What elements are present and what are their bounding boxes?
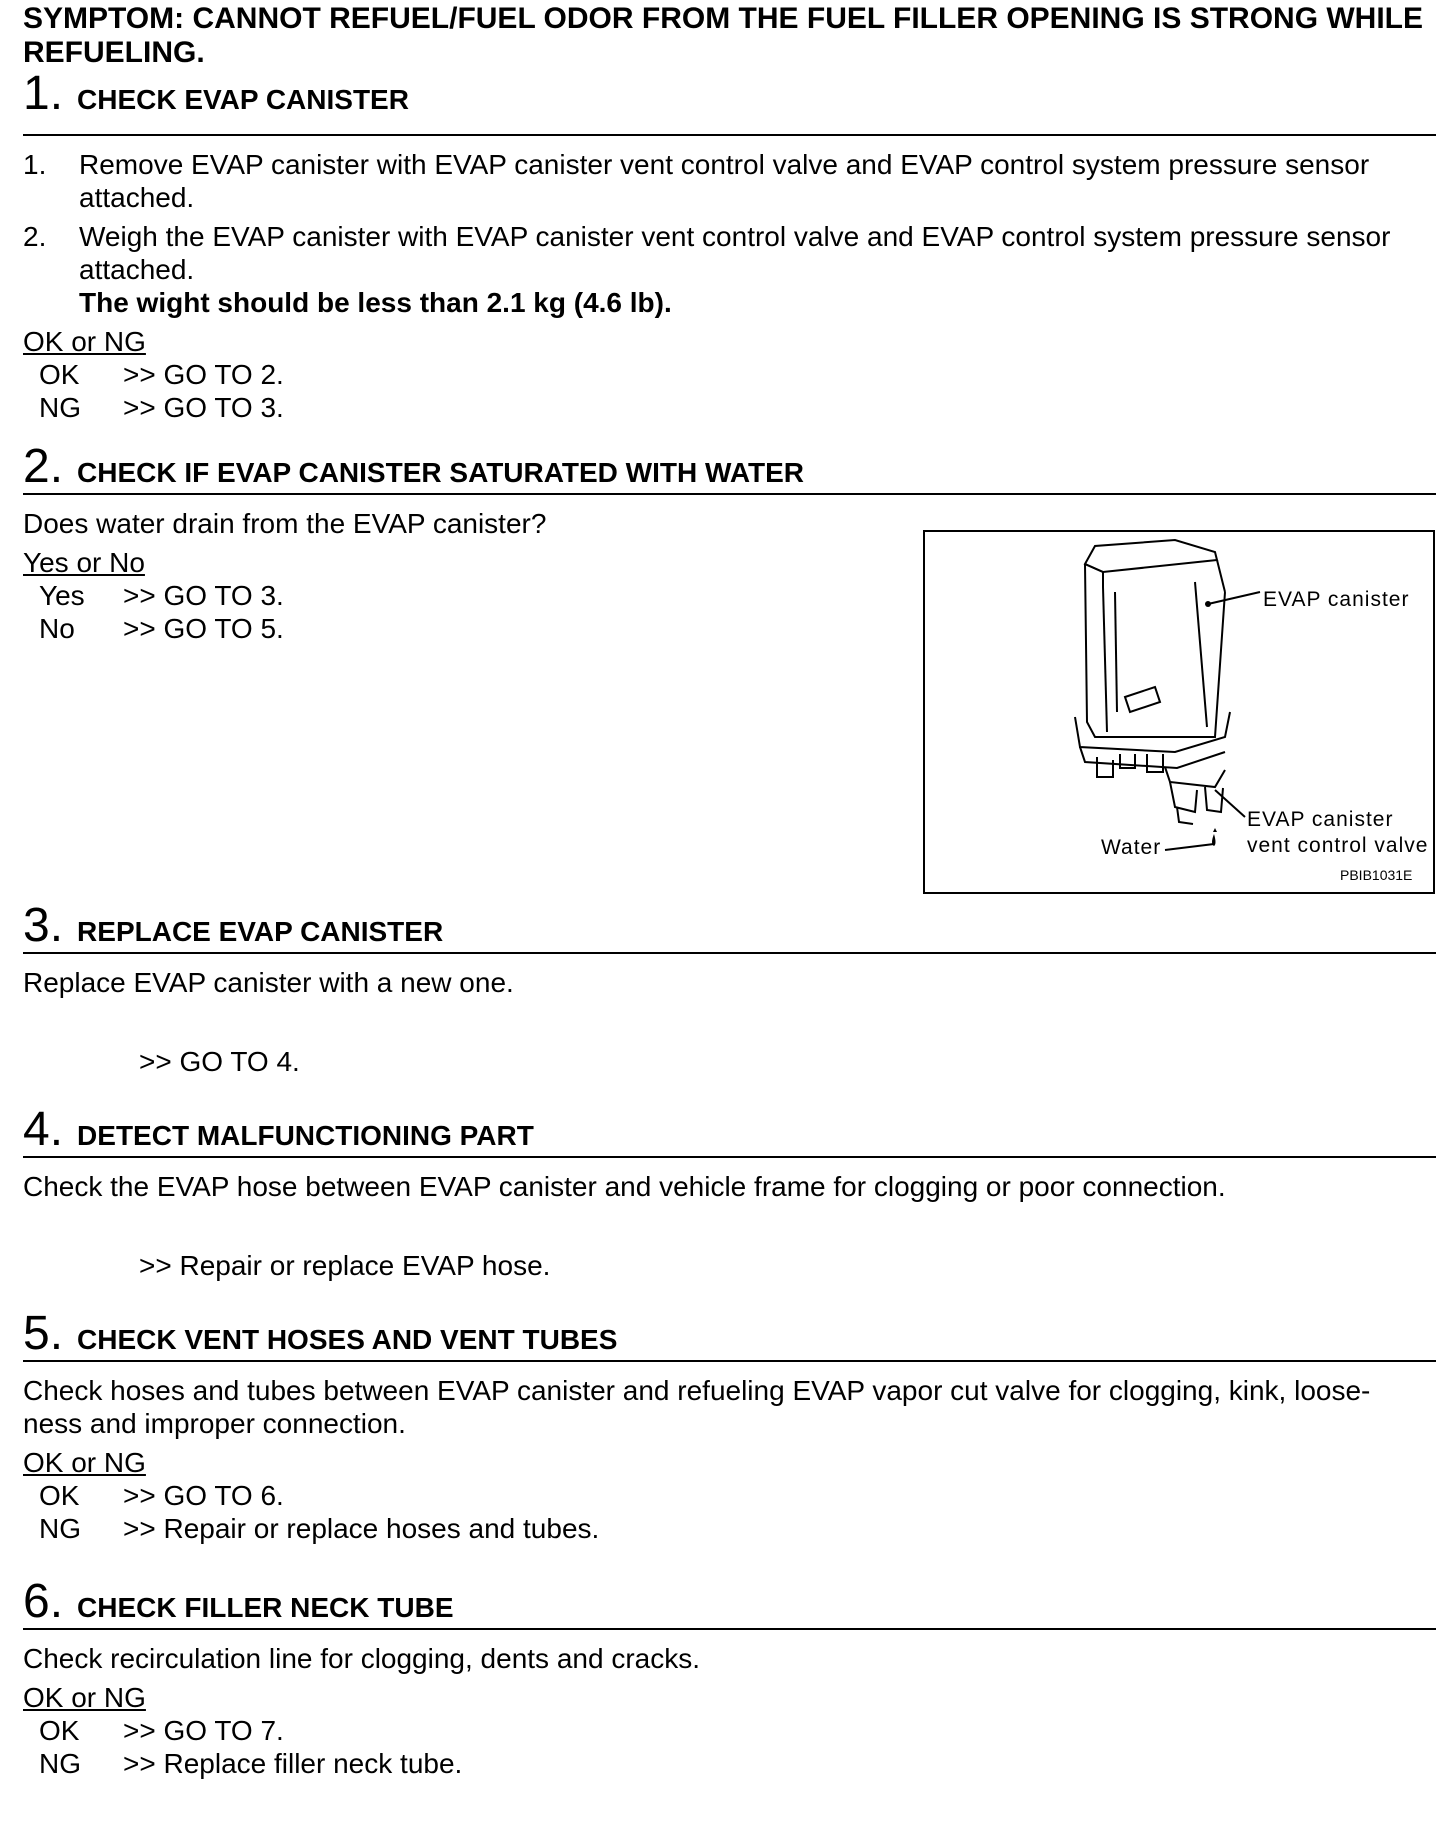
step-5-header: 5 . CHECK VENT HOSES AND VENT TUBES xyxy=(23,1310,1436,1362)
step-5-title: CHECK VENT HOSES AND VENT TUBES xyxy=(77,1324,618,1355)
list-item xyxy=(23,220,1436,319)
evap-canister-figure xyxy=(923,530,1435,894)
step-4-text: Check the EVAP hose between EVAP canister and vehicle frame for clogging or poor connection. xyxy=(23,1171,1226,1202)
list-item-text: Weigh the EVAP canister with EVAP canister vent control valve and EVAP control system pressure sensor attached. xyxy=(79,221,1391,285)
result-value: >> Replace filler neck tube. xyxy=(123,1748,463,1779)
step-5 xyxy=(23,1307,1436,1545)
symptom-heading: SYMPTOM: CANNOT REFUEL/FUEL ODOR FROM THE FUEL FILLER OPENING IS STRONG WHILE REFUELING. xyxy=(23,2,1424,69)
step-1-instructions xyxy=(23,148,1436,319)
step-3-title: REPLACE EVAP CANISTER xyxy=(77,916,444,947)
check-label: OK or NG xyxy=(23,1682,146,1713)
check-label: Yes or No xyxy=(23,547,145,578)
result-value: >> GO TO 7. xyxy=(123,1715,284,1746)
step-4-next: >> Repair or replace EVAP hose. xyxy=(139,1250,551,1281)
result-row-ok xyxy=(23,1714,1436,1747)
result-key: No xyxy=(39,613,75,644)
step-6-header: 6 . CHECK FILLER NECK TUBE xyxy=(23,1578,1436,1630)
result-row-ng xyxy=(23,391,1436,424)
list-item-text: Remove EVAP canister with EVAP canister vent control valve and EVAP control system pressure sensor attached. xyxy=(79,149,1370,213)
result-row-ng xyxy=(23,1512,1436,1545)
step-5-text-line-2: ness and improper connection. xyxy=(23,1408,406,1439)
step-3-header: 3 . REPLACE EVAP CANISTER xyxy=(23,902,1436,954)
step-2-number: 2 xyxy=(23,440,50,493)
figure-code: PBIB1031E xyxy=(1340,867,1413,883)
result-row-ok xyxy=(23,1479,1436,1512)
step-3-next: >> GO TO 4. xyxy=(139,1046,300,1077)
step-1-number: 1 xyxy=(23,67,50,120)
step-1 xyxy=(23,67,1436,424)
valve-label-line-2: vent control valve xyxy=(1247,834,1429,857)
step-3 xyxy=(23,899,1436,1078)
step-6-number: 6 xyxy=(23,1575,50,1628)
step-1-header: 1 . CHECK EVAP CANISTER xyxy=(23,70,1436,136)
result-key: Yes xyxy=(39,580,85,611)
step-6-text: Check recirculation line for clogging, dents and cracks. xyxy=(23,1643,701,1674)
step-6 xyxy=(23,1575,1436,1780)
result-value: >> GO TO 6. xyxy=(123,1480,284,1511)
result-key: NG xyxy=(39,1513,81,1544)
result-value: >> GO TO 3. xyxy=(123,580,284,611)
step-4-number: 4 xyxy=(23,1103,50,1156)
water-label: Water xyxy=(1101,836,1162,859)
step-2-header: 2 . CHECK IF EVAP CANISTER SATURATED WITH WATER xyxy=(23,443,1436,495)
step-4-header: 4 . DETECT MALFUNCTIONING PART xyxy=(23,1106,1436,1158)
step-3-text: Replace EVAP canister with a new one. xyxy=(23,967,514,998)
result-key: OK xyxy=(39,359,80,390)
step-4-title: DETECT MALFUNCTIONING PART xyxy=(77,1120,534,1151)
step-5-number: 5 xyxy=(23,1307,50,1360)
step-5-text-line-1: Check hoses and tubes between EVAP canister and refueling EVAP vapor cut valve for clogging, kink, loose- xyxy=(23,1375,1371,1406)
result-row-ok xyxy=(23,358,1436,391)
step-4 xyxy=(23,1103,1436,1282)
step-1-title: CHECK EVAP CANISTER xyxy=(77,84,409,115)
result-key: NG xyxy=(39,392,81,423)
spec-text: The wight should be less than 2.1 kg (4.6 lb). xyxy=(79,287,672,318)
step-2-title: CHECK IF EVAP CANISTER SATURATED WITH WATER xyxy=(77,457,805,488)
step-2-question: Does water drain from the EVAP canister? xyxy=(23,508,547,539)
list-item xyxy=(23,148,1436,214)
result-key: NG xyxy=(39,1748,81,1779)
result-value: >> GO TO 2. xyxy=(123,359,284,390)
list-item-number: 1. xyxy=(23,149,47,180)
step-3-number: 3 xyxy=(23,899,50,952)
check-label: OK or NG xyxy=(23,1447,146,1478)
result-value: >> GO TO 5. xyxy=(123,613,284,644)
step-6-title: CHECK FILLER NECK TUBE xyxy=(77,1592,454,1623)
result-key: OK xyxy=(39,1715,80,1746)
result-value: >> GO TO 3. xyxy=(123,392,284,423)
result-value: >> Repair or replace hoses and tubes. xyxy=(123,1513,600,1544)
canister-label: EVAP canister xyxy=(1263,588,1410,611)
document-page xyxy=(23,0,1436,1779)
valve-label-line-1: EVAP canister xyxy=(1247,808,1394,831)
result-row-ng xyxy=(23,1747,1436,1780)
list-item-number: 2. xyxy=(23,221,47,252)
check-label: OK or NG xyxy=(23,326,146,357)
result-key: OK xyxy=(39,1480,80,1511)
